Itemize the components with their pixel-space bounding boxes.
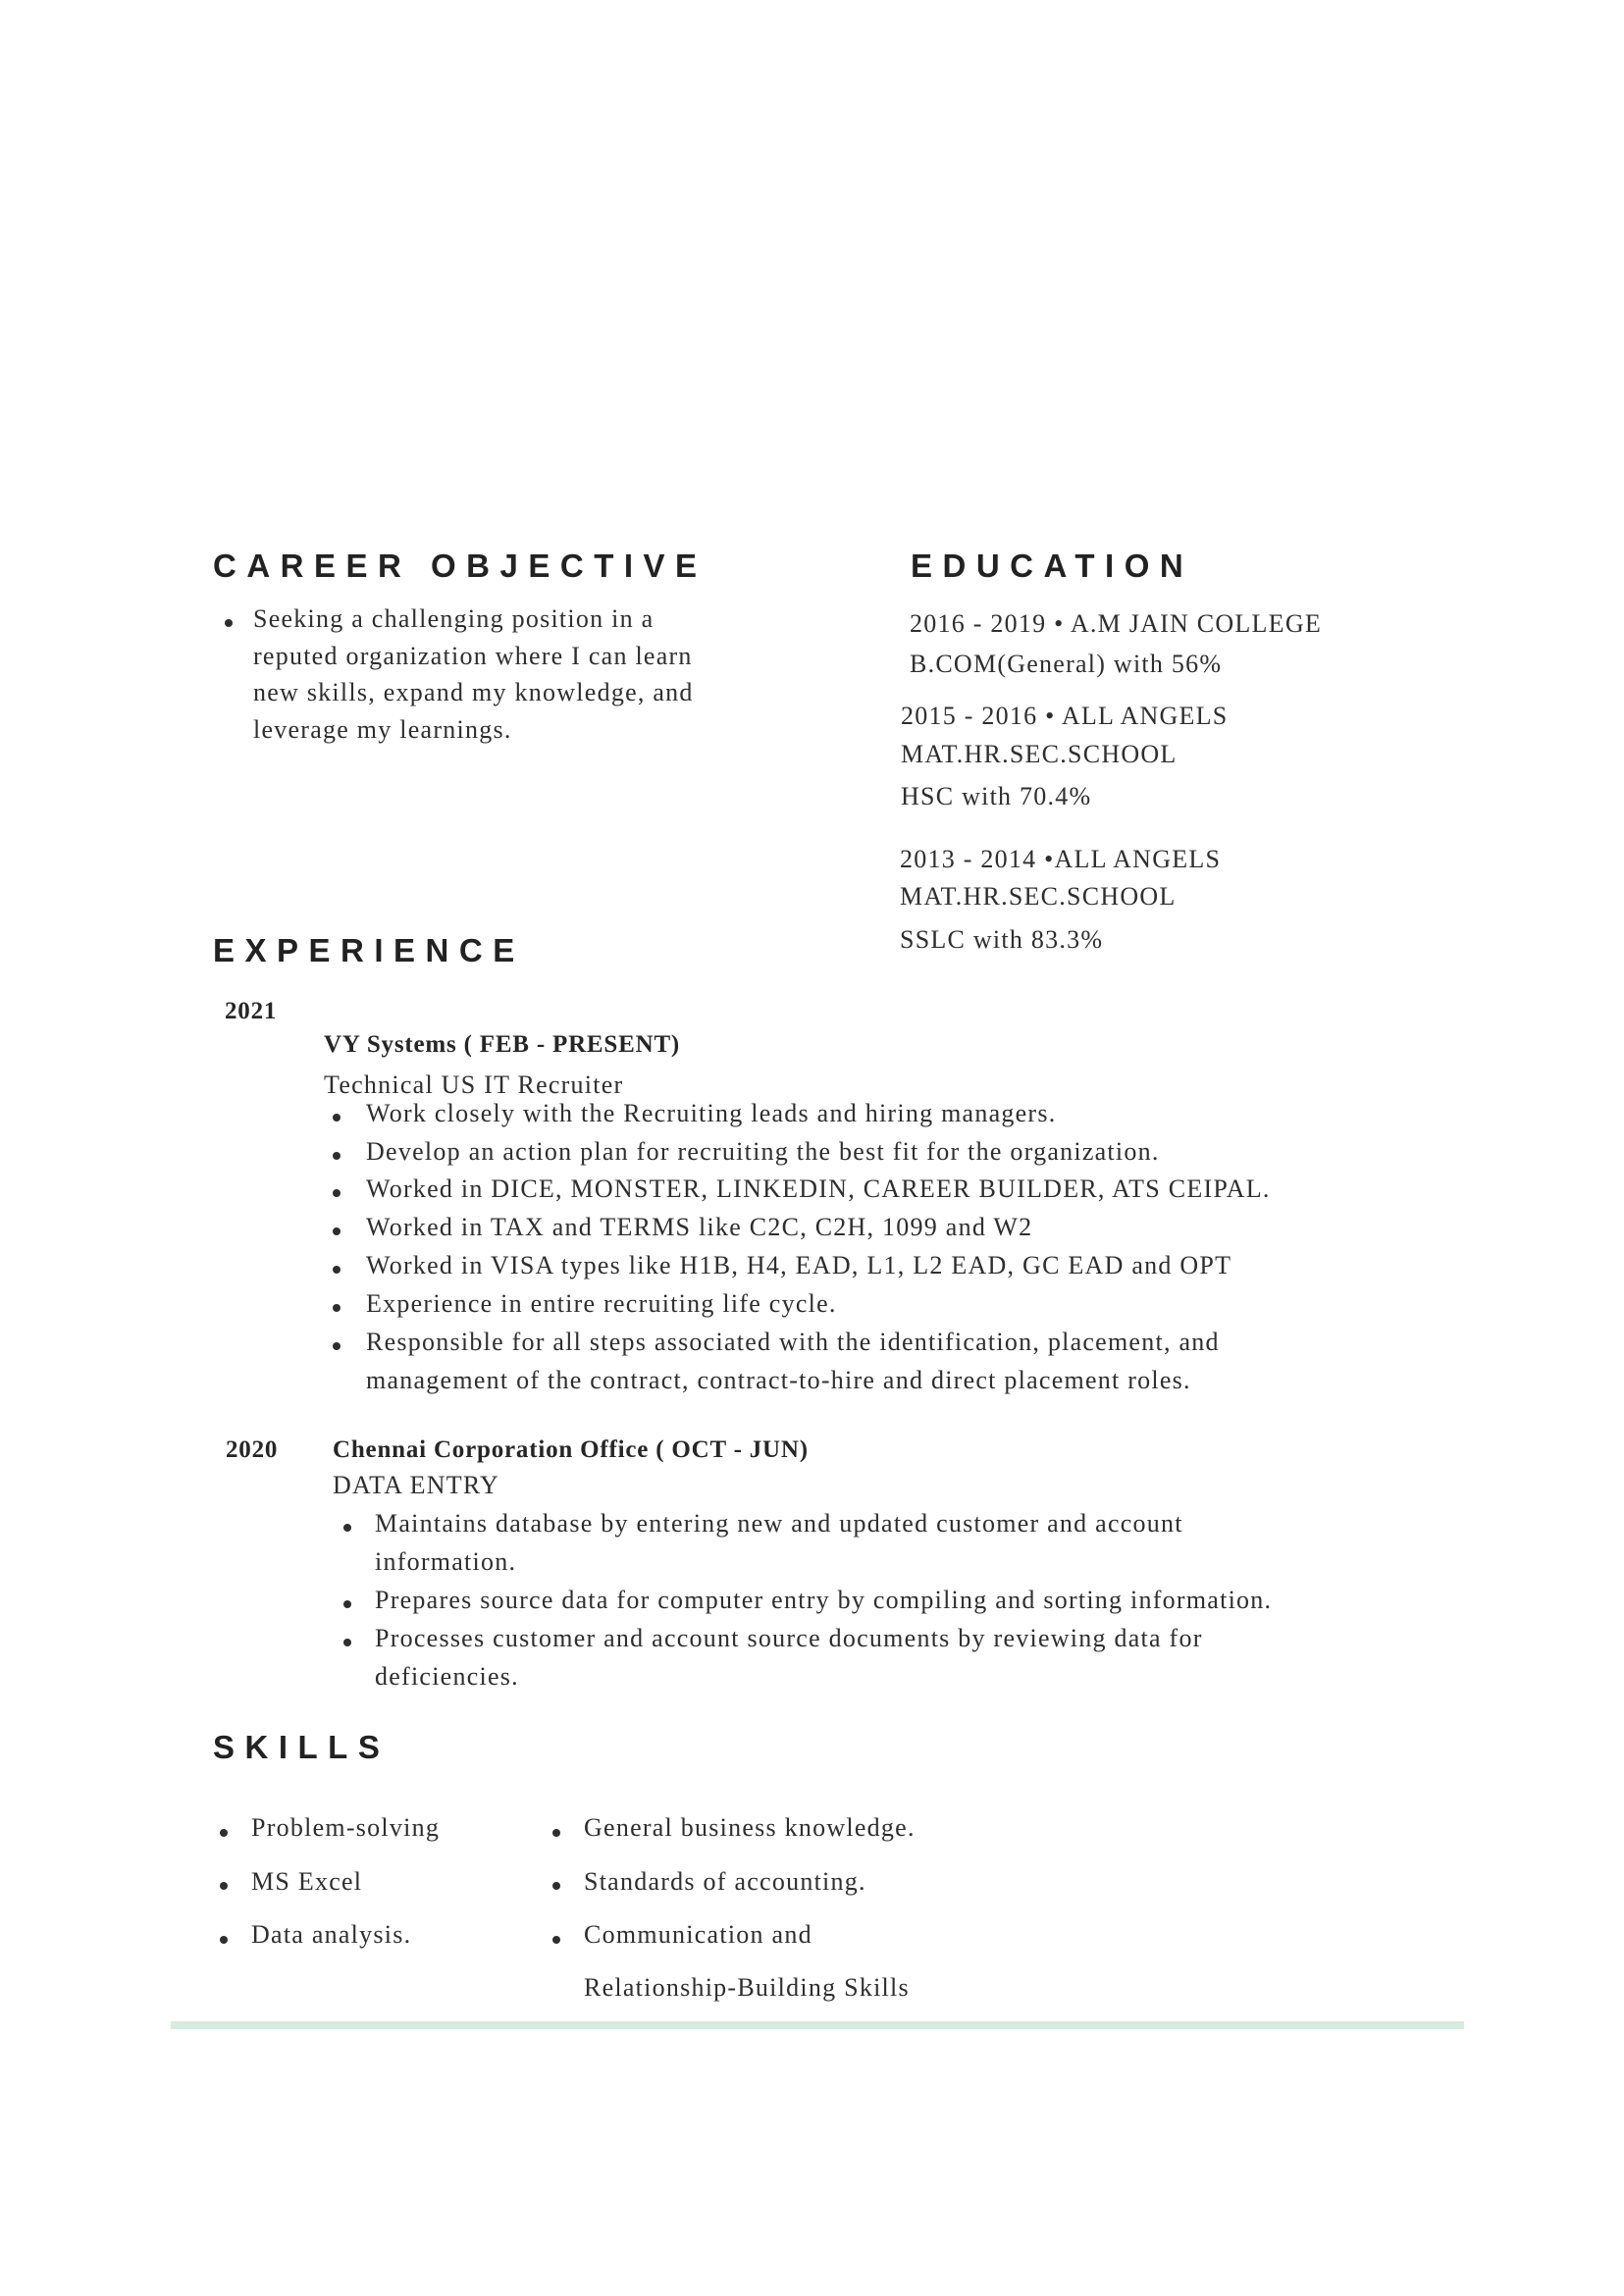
job-bullet-continuation: management of the contract, contract-to-hire and direct placement roles. [366,1366,1191,1394]
bullet-icon [333,1114,341,1122]
job-bullet-continuation: information. [375,1547,517,1576]
objective-line: reputed organization where I can learn [253,642,693,670]
bullet-icon [220,1829,228,1837]
bullet-icon [333,1152,341,1160]
job-bullet: Experience in entire recruiting life cycle. [366,1289,837,1318]
job-bullet: Maintains database by entering new and updated customer and account [375,1509,1183,1538]
job-bullet: Prepares source data for computer entry by compiling and sorting information. [375,1586,1273,1614]
education-heading: EDUCATION [911,548,1194,584]
education-entry-detail: HSC with 70.4% [901,782,1092,810]
education-entry-detail: SSLC with 83.3% [900,925,1104,954]
job-year: 2021 [225,998,278,1024]
bullet-icon [220,1936,228,1944]
education-entry-detail: B.COM(General) with 56% [910,650,1223,678]
skill-item: Data analysis. [251,1920,412,1949]
bullet-icon [552,1829,560,1837]
job-bullet: Work closely with the Recruiting leads and hiring managers. [366,1099,1057,1127]
skill-item: MS Excel [251,1867,363,1896]
education-entry-title: 2016 - 2019 • A.M JAIN COLLEGE [910,609,1322,638]
job-bullet: Worked in VISA types like H1B, H4, EAD, L1, L2 EAD, GC EAD and OPT [366,1251,1232,1279]
objective-line: new skills, expand my knowledge, and [253,678,694,706]
skill-item: Communication and [584,1920,812,1949]
skill-item: Problem-solving [251,1813,441,1842]
bullet-icon [552,1936,560,1944]
skill-item-continuation: Relationship-Building Skills [584,1973,910,2002]
bullet-icon [333,1266,341,1274]
skill-item: General business knowledge. [584,1813,916,1842]
bullet-icon [225,619,233,627]
objective-line: leverage my learnings. [253,715,512,744]
education-entry-title: 2015 - 2016 • ALL ANGELS [901,702,1229,730]
job-company: Chennai Corporation Office ( OCT - JUN) [333,1436,809,1463]
job-bullet: Develop an action plan for recruiting the best fit for the organization. [366,1137,1160,1166]
bullet-icon [333,1342,341,1350]
experience-heading: EXPERIENCE [213,932,525,968]
bullet-icon [333,1227,341,1235]
objective-line: Seeking a challenging position in a [253,604,655,633]
bullet-icon [343,1639,351,1646]
job-bullet: Worked in TAX and TERMS like C2C, C2H, 1099 and W2 [366,1213,1033,1241]
bullet-icon [343,1524,351,1532]
career-objective-heading: CAREER OBJECTIVE [213,548,707,584]
job-bullet-continuation: deficiencies. [375,1662,519,1691]
accent-divider [171,2021,1464,2029]
education-entry-title: 2013 - 2014 •ALL ANGELS [900,845,1222,873]
bullet-icon [220,1882,228,1890]
job-company: VY Systems ( FEB - PRESENT) [324,1031,681,1058]
job-year: 2020 [226,1436,279,1463]
bullet-icon [333,1304,341,1312]
bullet-icon [343,1600,351,1608]
skill-item: Standards of accounting. [584,1867,866,1896]
job-role: DATA ENTRY [333,1471,500,1499]
bullet-icon [552,1882,560,1890]
job-bullet: Processes customer and account source documents by reviewing data for [375,1624,1203,1652]
job-role: Technical US IT Recruiter [324,1070,624,1099]
skills-heading: SKILLS [213,1729,391,1765]
job-bullet: Responsible for all steps associated with the identification, placement, and [366,1328,1220,1356]
education-entry-school: MAT.HR.SEC.SCHOOL [901,740,1178,768]
bullet-icon [333,1189,341,1197]
job-bullet: Worked in DICE, MONSTER, LINKEDIN, CAREER BUILDER, ATS CEIPAL. [366,1174,1271,1203]
education-entry-school: MAT.HR.SEC.SCHOOL [900,882,1177,911]
